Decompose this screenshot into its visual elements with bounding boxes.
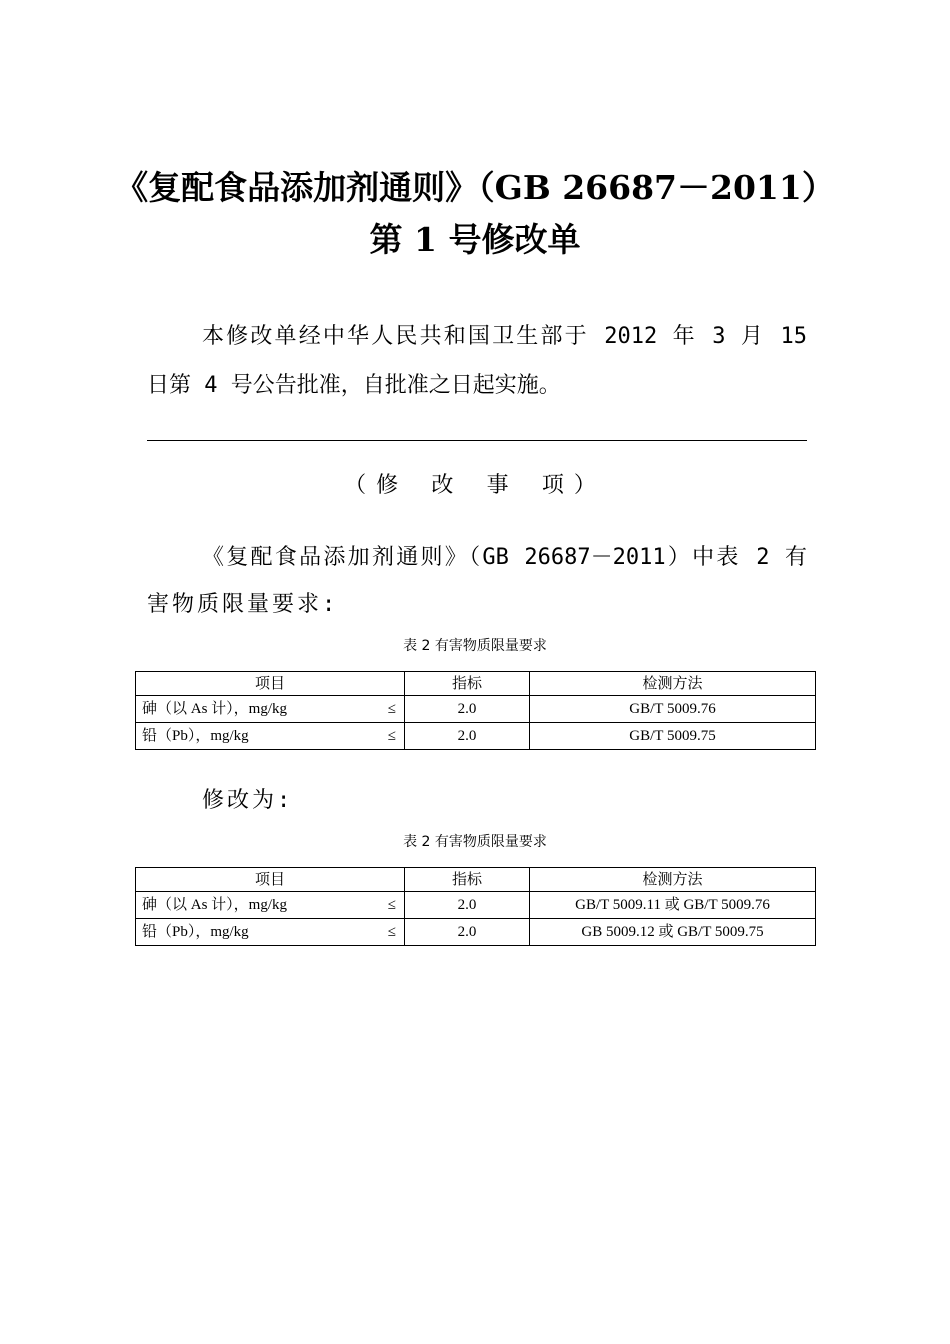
row-item: 砷（以 As 计），mg/kg xyxy=(142,897,288,913)
intro-paragraph-line-2: 日第 4 号公告批准，自批准之日起实施。 xyxy=(147,373,561,398)
table-header-row xyxy=(136,672,816,696)
table-row xyxy=(136,696,816,723)
row-method: GB/T 5009.11 或 GB/T 5009.76 xyxy=(530,892,816,919)
row-operator: ≤ xyxy=(387,701,396,717)
header-item: 项目 xyxy=(136,868,405,892)
header-method: 检测方法 xyxy=(530,672,816,696)
row-operator: ≤ xyxy=(387,897,396,913)
modify-label: 修改为: xyxy=(202,788,294,813)
row-item: 铅（Pb），mg/kg xyxy=(142,924,249,940)
document-subtitle: 第 1 号修改单 xyxy=(369,220,581,259)
document-title: 《复配食品添加剂通则》（GB 26687－2011） xyxy=(115,168,835,207)
table-header-row xyxy=(136,868,816,892)
row-value: 2.0 xyxy=(405,696,530,723)
row-operator: ≤ xyxy=(387,924,396,940)
section-heading: （修 改 事 项） xyxy=(344,473,606,498)
row-method: GB/T 5009.75 xyxy=(530,723,816,750)
row-value: 2.0 xyxy=(405,919,530,946)
header-method: 检测方法 xyxy=(530,868,816,892)
limits-table-revised xyxy=(135,867,816,946)
table-row xyxy=(136,723,816,750)
header-index: 指标 xyxy=(405,672,530,696)
header-item: 项目 xyxy=(136,672,405,696)
row-value: 2.0 xyxy=(405,892,530,919)
row-item: 铅（Pb），mg/kg xyxy=(142,728,249,744)
row-value: 2.0 xyxy=(405,723,530,750)
table-caption-original: 表 2 有害物质限量要求 xyxy=(403,638,547,654)
limits-table-original xyxy=(135,671,816,750)
table-row xyxy=(136,892,816,919)
row-operator: ≤ xyxy=(387,728,396,744)
table-row xyxy=(136,919,816,946)
row-method: GB 5009.12 或 GB/T 5009.75 xyxy=(530,919,816,946)
row-method: GB/T 5009.76 xyxy=(530,696,816,723)
header-index: 指标 xyxy=(405,868,530,892)
description-line-2: 害物质限量要求: xyxy=(147,592,339,617)
description-line-1: 《复配食品添加剂通则》（GB 26687－2011）中表 2 有 xyxy=(202,545,807,570)
separator-line xyxy=(147,440,807,441)
table-caption-revised: 表 2 有害物质限量要求 xyxy=(403,834,547,850)
row-item: 砷（以 As 计），mg/kg xyxy=(142,701,288,717)
intro-paragraph-line-1: 本修改单经中华人民共和国卫生部于 2012 年 3 月 15 xyxy=(202,324,807,349)
